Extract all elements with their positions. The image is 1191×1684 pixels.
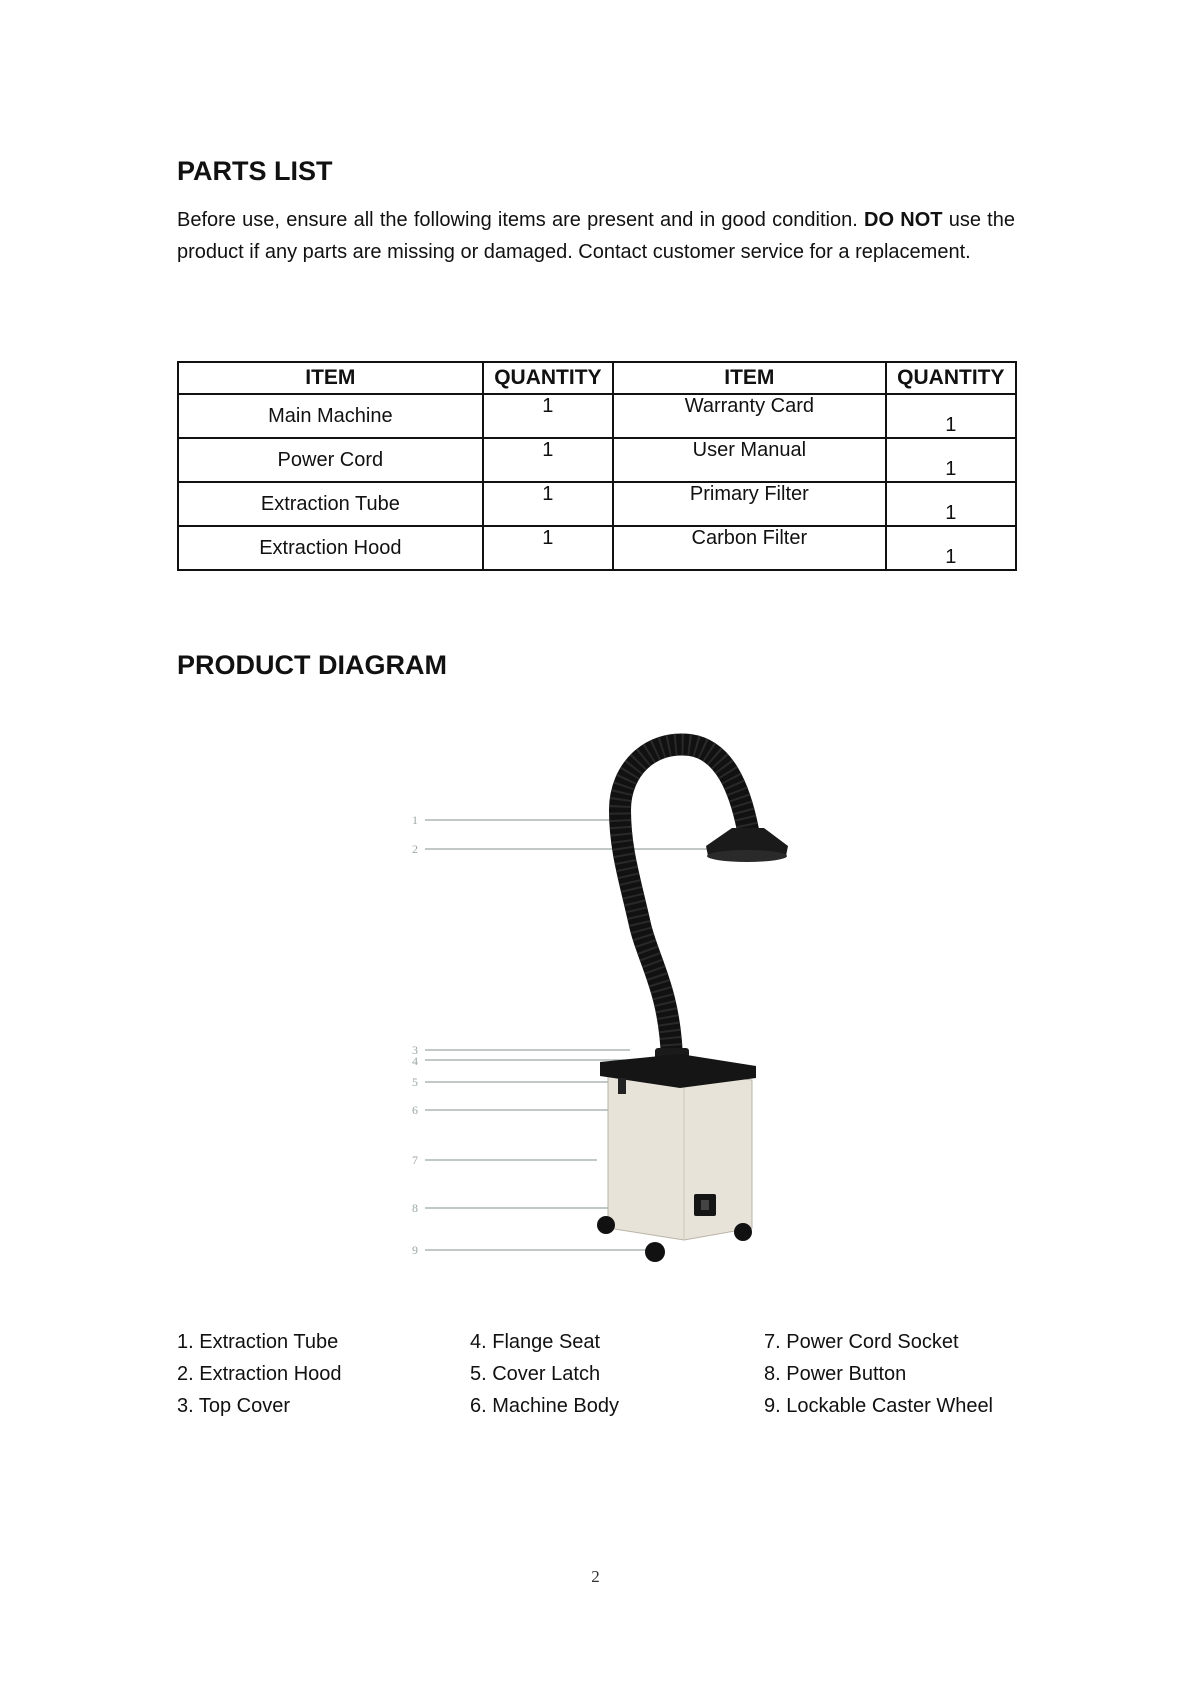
legend-column	[764, 1326, 1044, 1422]
item-cell: Main Machine	[178, 394, 483, 438]
callout-number-5: 5	[412, 1075, 418, 1089]
product-diagram-title: PRODUCT DIAGRAM	[177, 650, 447, 680]
table-row	[178, 482, 1016, 526]
callout-number-1: 1	[412, 813, 418, 827]
quantity-cell: 1	[483, 526, 613, 570]
caster-wheel	[597, 1216, 615, 1234]
callout-number-4: 4	[412, 1054, 418, 1068]
quantity-cell: 1	[886, 394, 1016, 438]
page-number: 2	[591, 1567, 600, 1586]
legend-column	[470, 1326, 750, 1422]
callout-numbers	[412, 813, 418, 1257]
item-cell: User Manual	[613, 438, 886, 482]
item-cell: Carbon Filter	[613, 526, 886, 570]
intro-text-end: use the product if any parts are missing or damaged. Contact customer service for a replacement.	[177, 209, 1015, 263]
machine-body	[608, 1070, 752, 1240]
quantity-cell: 1	[483, 438, 613, 482]
item-cell: Extraction Hood	[178, 526, 483, 570]
caster-wheel	[734, 1223, 752, 1241]
product-diagram-image	[380, 700, 800, 1270]
callout-number-7: 7	[412, 1153, 418, 1167]
header-quantity: QUANTITY	[886, 362, 1016, 394]
callout-number-3: 3	[412, 1043, 418, 1057]
item-cell: Warranty Card	[613, 394, 886, 438]
callout-number-6: 6	[412, 1103, 418, 1117]
parts-table	[177, 361, 1017, 571]
intro-text-start: Before use, ensure all the following items are present and in good condition.	[177, 209, 865, 231]
item-cell: Primary Filter	[613, 482, 886, 526]
legend-item: 9. Lockable Caster Wheel	[764, 1395, 994, 1417]
quantity-cell: 1	[483, 482, 613, 526]
legend-item: 6. Machine Body	[470, 1395, 619, 1417]
legend-item: 5. Cover Latch	[470, 1363, 601, 1385]
item-cell: Extraction Tube	[178, 482, 483, 526]
table-row	[178, 438, 1016, 482]
parts-list-intro	[177, 204, 1015, 268]
legend-item: 7. Power Cord Socket	[764, 1331, 959, 1353]
quantity-cell: 1	[886, 526, 1016, 570]
cover-latch	[618, 1078, 626, 1094]
callout-number-8: 8	[412, 1201, 418, 1215]
table-row	[178, 394, 1016, 438]
header-quantity: QUANTITY	[483, 362, 613, 394]
legend-item: 2. Extraction Hood	[177, 1363, 342, 1385]
parts-list-title: PARTS LIST	[177, 156, 333, 186]
table-row	[178, 526, 1016, 570]
header-item: ITEM	[178, 362, 483, 394]
intro-warning-bold: DO NOT	[864, 209, 943, 231]
caster-wheel	[645, 1242, 665, 1262]
quantity-cell: 1	[483, 394, 613, 438]
item-cell: Power Cord	[178, 438, 483, 482]
callout-number-2: 2	[412, 842, 418, 856]
parts-table-header	[178, 362, 1016, 394]
legend-item: 8. Power Button	[764, 1363, 907, 1385]
quantity-cell: 1	[886, 438, 1016, 482]
legend-item: 1. Extraction Tube	[177, 1331, 339, 1353]
legend-item: 4. Flange Seat	[470, 1331, 601, 1353]
legend-column	[177, 1326, 457, 1422]
legend-item: 3. Top Cover	[177, 1395, 291, 1417]
callout-number-9: 9	[412, 1243, 418, 1257]
header-item: ITEM	[613, 362, 886, 394]
quantity-cell: 1	[886, 482, 1016, 526]
